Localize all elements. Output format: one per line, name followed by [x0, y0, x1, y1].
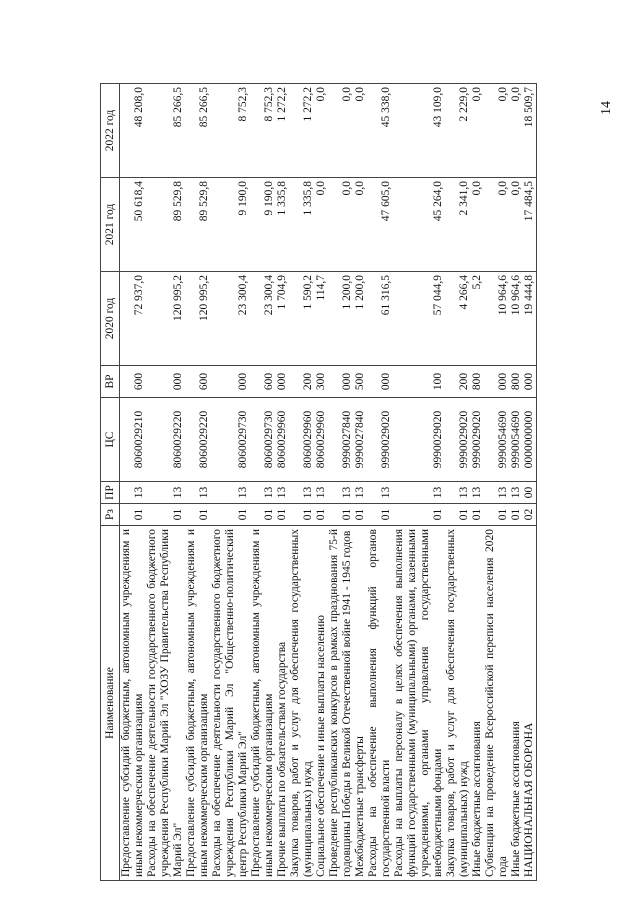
row-rz: 01: [120, 504, 147, 526]
row-rz: 02: [523, 504, 537, 526]
table-row: [211, 84, 250, 881]
row-rz: 01: [185, 504, 211, 526]
row-name: Закупка товаров, работ и услуг для обеспечения государственных (муниципальных) нужд: [289, 526, 315, 881]
row-cs: 8060029730: [250, 398, 276, 482]
row-pr: 13: [328, 482, 354, 504]
row-pr: 13: [211, 482, 250, 504]
row-cs: 8060029960: [289, 398, 315, 482]
row-name: Проведение республиканских конкурсов в рамках празднования 75-й годовщины Победы в Великой Отечественной войне 1941 - 1945 годов: [328, 526, 354, 881]
row-rz: 01: [484, 504, 510, 526]
row-name: Межбюджетные трансферты: [354, 526, 367, 881]
row-2020: 1 200,0: [328, 272, 354, 366]
table-row: [523, 84, 537, 881]
table-row: [185, 84, 211, 881]
budget-table-container: [100, 84, 566, 881]
row-cs: 8060029960: [315, 398, 328, 482]
row-2022: 85 266,5: [146, 84, 185, 178]
row-2022: 0,0: [510, 84, 523, 178]
header-2020: 2020 год: [101, 272, 120, 366]
header-name: Наименование: [101, 526, 120, 881]
header-rz: Рз: [101, 504, 120, 526]
row-2022: 1 272,2: [289, 84, 315, 178]
row-cs: 8060029220: [185, 398, 211, 482]
row-cs: 8060029960: [276, 398, 289, 482]
row-2022: 48 208,0: [120, 84, 147, 178]
row-2020: 19 444,8: [523, 272, 537, 366]
row-cs: 9990029020: [445, 398, 471, 482]
table-body: [120, 84, 537, 881]
row-vr: 000: [367, 366, 393, 398]
row-2021: 0,0: [471, 178, 484, 272]
row-cs: 8060029210: [120, 398, 147, 482]
row-name: Расходы на обеспечение деятельности государственного бюджетного учреждения Республики Марий Эл "Общественно-политический центр Республики Марий Эл": [211, 526, 250, 881]
row-vr: 000: [276, 366, 289, 398]
row-rz: 01: [510, 504, 523, 526]
row-2020: 23 300,4: [211, 272, 250, 366]
row-2022: 0,0: [354, 84, 367, 178]
row-2022: 45 338,0: [367, 84, 393, 178]
row-2020: 72 937,0: [120, 272, 147, 366]
row-cs: 9990027840: [354, 398, 367, 482]
row-vr: 800: [510, 366, 523, 398]
row-rz: 01: [211, 504, 250, 526]
row-cs: 8060029730: [211, 398, 250, 482]
row-name: Социальное обеспечение и иные выплаты населению: [315, 526, 328, 881]
row-2020: 61 316,5: [367, 272, 393, 366]
table-row: [484, 84, 510, 881]
row-name: Расходы на обеспечение деятельности государственного бюджетного учреждения Республики Марий Эл "ХОЗУ Правительства Республики Марий Эл": [146, 526, 185, 881]
row-rz: 01: [276, 504, 289, 526]
row-2022: 0,0: [471, 84, 484, 178]
row-pr: 13: [367, 482, 393, 504]
row-name: Иные бюджетные ассигнования: [471, 526, 484, 881]
row-2021: 45 264,0: [393, 178, 445, 272]
row-2021: 47 605,0: [367, 178, 393, 272]
row-pr: 13: [146, 482, 185, 504]
row-2021: 89 529,8: [185, 178, 211, 272]
row-2021: 0,0: [354, 178, 367, 272]
row-pr: 13: [393, 482, 445, 504]
row-2021: 50 618,4: [120, 178, 147, 272]
row-vr: 200: [445, 366, 471, 398]
row-2021: 89 529,8: [146, 178, 185, 272]
row-name: Расходы на выплаты персоналу в целях обеспечения выполнения функций государственными (муниципальными) органами, казенными учреждениями, органами управления государственными внебюджетными фондами: [393, 526, 445, 881]
row-2020: 23 300,4: [250, 272, 276, 366]
row-cs: 8060029220: [146, 398, 185, 482]
row-name: Иные бюджетные ассигнования: [510, 526, 523, 881]
row-2021: 0,0: [328, 178, 354, 272]
row-2022: 8 752,3: [250, 84, 276, 178]
row-vr: 300: [315, 366, 328, 398]
row-2021: 2 341,0: [445, 178, 471, 272]
row-cs: 0000000000: [523, 398, 537, 482]
row-pr: 13: [484, 482, 510, 504]
row-vr: 600: [250, 366, 276, 398]
row-2021: 9 190,0: [250, 178, 276, 272]
row-name: Расходы на обеспечение выполнения функций органов государственной власти: [367, 526, 393, 881]
row-2020: 1 704,9: [276, 272, 289, 366]
row-2020: 120 995,2: [146, 272, 185, 366]
row-rz: 01: [354, 504, 367, 526]
row-2021: 0,0: [484, 178, 510, 272]
row-name: Субвенции на проведение Всероссийской переписи населения 2020 года: [484, 526, 510, 881]
row-2022: 8 752,3: [211, 84, 250, 178]
budget-table-rotated: [100, 84, 566, 881]
table-row: [250, 84, 276, 881]
row-2020: 1 200,0: [354, 272, 367, 366]
row-rz: 01: [445, 504, 471, 526]
row-vr: 000: [211, 366, 250, 398]
row-pr: 13: [510, 482, 523, 504]
row-vr: 200: [289, 366, 315, 398]
row-rz: 01: [146, 504, 185, 526]
budget-table: [100, 83, 537, 881]
row-2020: 57 044,9: [393, 272, 445, 366]
row-rz: 01: [250, 504, 276, 526]
row-name: Прочие выплаты по обязательствам государства: [276, 526, 289, 881]
row-2020: 1 590,2: [289, 272, 315, 366]
row-cs: 9990027840: [328, 398, 354, 482]
table-row: [354, 84, 367, 881]
row-rz: 01: [315, 504, 328, 526]
table-row: [328, 84, 354, 881]
row-2020: 120 995,2: [185, 272, 211, 366]
table-row: [445, 84, 471, 881]
row-pr: 13: [445, 482, 471, 504]
row-cs: 9990054690: [484, 398, 510, 482]
header-vr: ВР: [101, 366, 120, 398]
table-row: [276, 84, 289, 881]
table-row: [393, 84, 445, 881]
row-2021: 0,0: [510, 178, 523, 272]
row-2022: 0,0: [328, 84, 354, 178]
row-2020: 10 964,6: [510, 272, 523, 366]
row-vr: 800: [471, 366, 484, 398]
table-header-row: [101, 84, 120, 881]
row-cs: 9990029020: [471, 398, 484, 482]
row-vr: 000: [328, 366, 354, 398]
row-pr: 13: [289, 482, 315, 504]
row-2022: 43 109,0: [393, 84, 445, 178]
row-vr: 100: [393, 366, 445, 398]
row-name: Предоставление субсидий бюджетным, автономным учреждениям и иным некоммерческим организациям: [250, 526, 276, 881]
row-vr: 000: [484, 366, 510, 398]
table-row: [289, 84, 315, 881]
row-2022: 0,0: [484, 84, 510, 178]
row-2020: 5,2: [471, 272, 484, 366]
page-number: 14: [599, 101, 614, 115]
row-rz: 01: [289, 504, 315, 526]
row-2022: 1 272,2: [276, 84, 289, 178]
row-name: НАЦИОНАЛЬНАЯ ОБОРОНА: [523, 526, 537, 881]
row-pr: 13: [250, 482, 276, 504]
row-2021: 1 335,8: [289, 178, 315, 272]
table-row: [471, 84, 484, 881]
table-row: [510, 84, 523, 881]
row-pr: 13: [354, 482, 367, 504]
row-2020: 4 266,4: [445, 272, 471, 366]
row-2022: 18 509,7: [523, 84, 537, 178]
row-cs: 9990029020: [393, 398, 445, 482]
row-2022: 85 266,5: [185, 84, 211, 178]
row-pr: 13: [315, 482, 328, 504]
row-name: Предоставление субсидий бюджетным, автономным учреждениям и иным некоммерческим организациям: [120, 526, 147, 881]
row-pr: 13: [276, 482, 289, 504]
row-name: Закупка товаров, работ и услуг для обеспечения государственных (муниципальных) нужд: [445, 526, 471, 881]
table-row: [146, 84, 185, 881]
row-name: Предоставление субсидий бюджетным, автономным учреждениям и иным некоммерческим организациям: [185, 526, 211, 881]
row-2020: 114,7: [315, 272, 328, 366]
row-2021: 9 190,0: [211, 178, 250, 272]
row-pr: 13: [120, 482, 147, 504]
row-vr: 600: [120, 366, 147, 398]
row-vr: 600: [185, 366, 211, 398]
table-row: [315, 84, 328, 881]
row-vr: 500: [354, 366, 367, 398]
table-row: [120, 84, 147, 881]
row-2021: 17 484,5: [523, 178, 537, 272]
row-2022: 0,0: [315, 84, 328, 178]
row-cs: 9990029020: [367, 398, 393, 482]
table-row: [367, 84, 393, 881]
row-rz: 01: [367, 504, 393, 526]
header-2022: 2022 год: [101, 84, 120, 178]
header-cs: ЦС: [101, 398, 120, 482]
row-2020: 10 964,6: [484, 272, 510, 366]
row-2021: 1 335,8: [276, 178, 289, 272]
row-pr: 13: [471, 482, 484, 504]
row-cs: 9990054690: [510, 398, 523, 482]
row-2021: 0,0: [315, 178, 328, 272]
row-vr: 000: [146, 366, 185, 398]
row-pr: 00: [523, 482, 537, 504]
row-rz: 01: [393, 504, 445, 526]
header-2021: 2021 год: [101, 178, 120, 272]
row-2022: 2 229,0: [445, 84, 471, 178]
row-vr: 000: [523, 366, 537, 398]
header-pr: ПР: [101, 482, 120, 504]
row-rz: 01: [471, 504, 484, 526]
row-pr: 13: [185, 482, 211, 504]
row-rz: 01: [328, 504, 354, 526]
